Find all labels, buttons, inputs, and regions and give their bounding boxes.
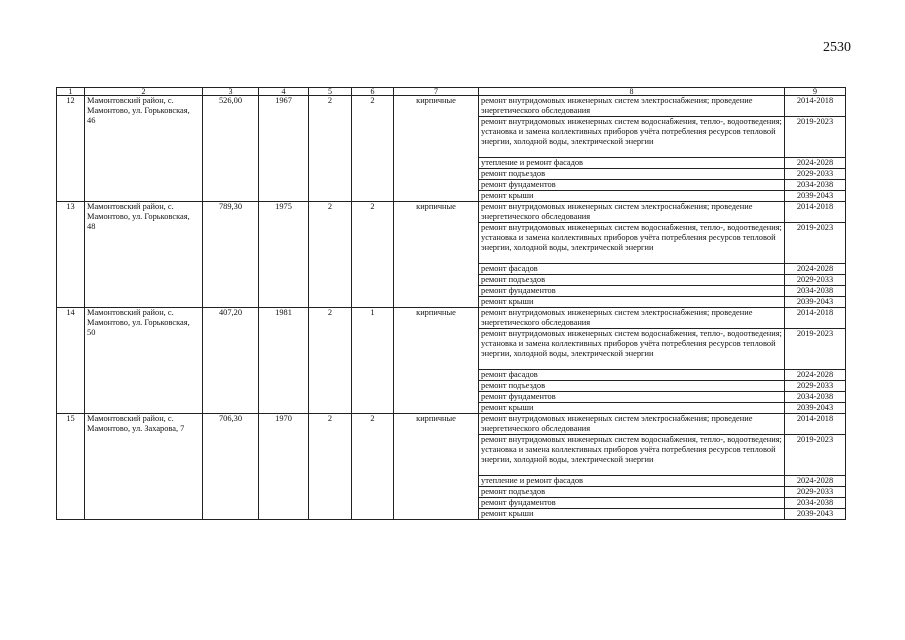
work-description: ремонт внутридомовых инженерных систем электроснабжения; проведение энергетического обследования (479, 414, 785, 435)
page-number: 2530 (823, 40, 851, 55)
record-col5: 2 (309, 414, 352, 520)
work-description: ремонт фундаментов (479, 180, 785, 191)
record-material: кирпичные (394, 202, 479, 308)
work-period: 2014-2018 (785, 414, 846, 435)
record-address: Мамонтовский район, с. Мамонтово, ул. Горьковская, 50 (85, 308, 203, 414)
work-period: 2034-2038 (785, 392, 846, 403)
work-period: 2034-2038 (785, 180, 846, 191)
column-header: 1 (57, 88, 85, 96)
record-col5: 2 (309, 202, 352, 308)
work-description: ремонт подъездов (479, 169, 785, 180)
work-description: ремонт подъездов (479, 275, 785, 286)
work-description: ремонт крыши (479, 191, 785, 202)
column-header: 2 (85, 88, 203, 96)
work-description: ремонт крыши (479, 509, 785, 520)
work-description: ремонт крыши (479, 297, 785, 308)
housing-repair-table (56, 87, 846, 520)
record-area: 407,20 (203, 308, 259, 414)
work-description: ремонт внутридомовых инженерных систем водоснабжения, тепло-, водоотведения; установка и замена коллективных приборов учёта потребления ресурсов тепловой энергии, холодной воды, электрической энергии (479, 435, 785, 476)
work-period: 2039-2043 (785, 297, 846, 308)
record-address: Мамонтовский район, с. Мамонтово, ул. Горьковская, 46 (85, 96, 203, 202)
work-description: утепление и ремонт фасадов (479, 158, 785, 169)
work-period: 2014-2018 (785, 202, 846, 223)
column-header: 6 (352, 88, 394, 96)
work-description: ремонт внутридомовых инженерных систем электроснабжения; проведение энергетического обследования (479, 308, 785, 329)
record-year: 1975 (259, 202, 309, 308)
record-number: 14 (57, 308, 85, 414)
work-period: 2029-2033 (785, 487, 846, 498)
work-period: 2029-2033 (785, 169, 846, 180)
work-description: ремонт фасадов (479, 370, 785, 381)
record-col6: 2 (352, 414, 394, 520)
work-period: 2034-2038 (785, 498, 846, 509)
record-year: 1981 (259, 308, 309, 414)
record-number: 12 (57, 96, 85, 202)
record-number: 13 (57, 202, 85, 308)
column-header: 8 (479, 88, 785, 96)
work-description: ремонт крыши (479, 403, 785, 414)
work-description: ремонт фундаментов (479, 498, 785, 509)
record-area: 706,30 (203, 414, 259, 520)
record-col6: 2 (352, 96, 394, 202)
work-period: 2014-2018 (785, 308, 846, 329)
column-header: 5 (309, 88, 352, 96)
work-period: 2039-2043 (785, 403, 846, 414)
work-description: ремонт фасадов (479, 264, 785, 275)
work-period: 2034-2038 (785, 286, 846, 297)
record-year: 1967 (259, 96, 309, 202)
work-period: 2039-2043 (785, 191, 846, 202)
work-period: 2024-2028 (785, 370, 846, 381)
record-col5: 2 (309, 308, 352, 414)
work-period: 2019-2023 (785, 329, 846, 370)
work-period: 2024-2028 (785, 264, 846, 275)
work-period: 2024-2028 (785, 158, 846, 169)
work-description: ремонт внутридомовых инженерных систем электроснабжения; проведение энергетического обследования (479, 202, 785, 223)
column-header: 9 (785, 88, 846, 96)
table-row (57, 202, 846, 223)
work-period: 2029-2033 (785, 275, 846, 286)
work-description: ремонт внутридомовых инженерных систем водоснабжения, тепло-, водоотведения; установка и замена коллективных приборов учёта потребления ресурсов тепловой энергии, холодной воды, электрической энергии (479, 117, 785, 158)
work-description: ремонт внутридомовых инженерных систем электроснабжения; проведение энергетического обследования (479, 96, 785, 117)
work-period: 2019-2023 (785, 117, 846, 158)
record-area: 789,30 (203, 202, 259, 308)
table-row (57, 96, 846, 117)
work-description: ремонт подъездов (479, 487, 785, 498)
record-col6: 2 (352, 202, 394, 308)
table-row (57, 414, 846, 435)
record-material: кирпичные (394, 96, 479, 202)
record-material: кирпичные (394, 414, 479, 520)
work-period: 2014-2018 (785, 96, 846, 117)
work-description: утепление и ремонт фасадов (479, 476, 785, 487)
work-description: ремонт подъездов (479, 381, 785, 392)
work-period: 2024-2028 (785, 476, 846, 487)
record-col6: 1 (352, 308, 394, 414)
record-col5: 2 (309, 96, 352, 202)
record-number: 15 (57, 414, 85, 520)
work-description: ремонт внутридомовых инженерных систем водоснабжения, тепло-, водоотведения; установка и замена коллективных приборов учёта потребления ресурсов тепловой энергии, холодной воды, электрической энергии (479, 329, 785, 370)
record-address: Мамонтовский район, с. Мамонтово, ул. Горьковская, 48 (85, 202, 203, 308)
column-header: 3 (203, 88, 259, 96)
table-row (57, 308, 846, 329)
work-period: 2019-2023 (785, 435, 846, 476)
record-material: кирпичные (394, 308, 479, 414)
column-header: 4 (259, 88, 309, 96)
work-description: ремонт фундаментов (479, 392, 785, 403)
column-number-header-row (57, 88, 846, 96)
work-description: ремонт фундаментов (479, 286, 785, 297)
column-header: 7 (394, 88, 479, 96)
record-address: Мамонтовский район, с. Мамонтово, ул. Захарова, 7 (85, 414, 203, 520)
record-year: 1970 (259, 414, 309, 520)
work-description: ремонт внутридомовых инженерных систем водоснабжения, тепло-, водоотведения; установка и замена коллективных приборов учёта потребления ресурсов тепловой энергии, холодной воды, электрической энергии (479, 223, 785, 264)
work-period: 2029-2033 (785, 381, 846, 392)
work-period: 2019-2023 (785, 223, 846, 264)
record-area: 526,00 (203, 96, 259, 202)
work-period: 2039-2043 (785, 509, 846, 520)
